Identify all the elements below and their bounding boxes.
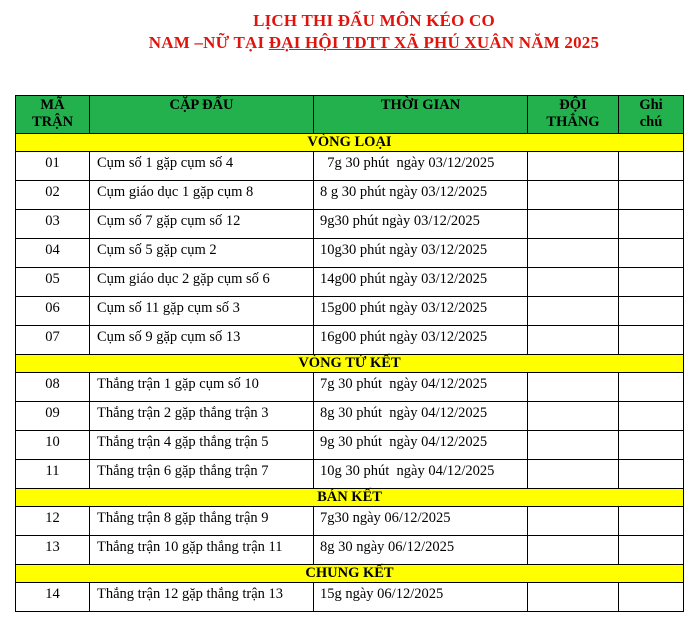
match-code-cell: 08 [16, 373, 90, 402]
match-code-cell: 04 [16, 239, 90, 268]
note-cell[interactable] [619, 181, 684, 210]
section-row [16, 355, 684, 373]
header-pair: CẶP ĐẤU [90, 96, 314, 134]
winner-cell[interactable] [528, 460, 619, 489]
note-cell[interactable] [619, 326, 684, 355]
header-winner: ĐỘI THẮNG [528, 96, 619, 134]
winner-cell[interactable] [528, 152, 619, 181]
match-time-cell: 14g00 phút ngày 03/12/2025 [314, 268, 528, 297]
section-title: VÒNG LOẠI [16, 134, 684, 152]
match-time-cell: 9g30 phút ngày 03/12/2025 [314, 210, 528, 239]
match-time-cell: 16g00 phút ngày 03/12/2025 [314, 326, 528, 355]
section-title: VÒNG TỨ KẾT [16, 355, 684, 373]
table-row [16, 460, 684, 489]
title-line-2 [0, 32, 694, 54]
winner-cell[interactable] [528, 181, 619, 210]
match-pair-cell: Thắng trận 10 gặp thắng trận 11 [90, 536, 314, 565]
match-code-cell: 12 [16, 507, 90, 536]
note-cell[interactable] [619, 297, 684, 326]
winner-cell[interactable] [528, 583, 619, 612]
match-pair-cell: Thắng trận 4 gặp thắng trận 5 [90, 431, 314, 460]
winner-cell[interactable] [528, 507, 619, 536]
title-line-2-suffix: ÂN NĂM 2025 [489, 33, 600, 52]
note-cell[interactable] [619, 373, 684, 402]
match-code-cell: 13 [16, 536, 90, 565]
match-time-cell: 8g 30 ngày 06/12/2025 [314, 536, 528, 565]
table-row [16, 583, 684, 612]
match-time-cell: 8g 30 phút ngày 04/12/2025 [314, 402, 528, 431]
title-line-1: LỊCH THI ĐẤU MÔN KÉO CO [253, 11, 495, 30]
document-title [0, 10, 694, 54]
match-code-cell: 10 [16, 431, 90, 460]
winner-cell[interactable] [528, 536, 619, 565]
winner-cell[interactable] [528, 373, 619, 402]
note-cell[interactable] [619, 402, 684, 431]
section-row [16, 134, 684, 152]
match-pair-cell: Thắng trận 12 gặp thắng trận 13 [90, 583, 314, 612]
match-pair-cell: Cụm số 5 gặp cụm 2 [90, 239, 314, 268]
match-time-cell: 7g 30 phút ngày 03/12/2025 [314, 152, 528, 181]
section-row [16, 565, 684, 583]
title-line-2-underlined: ĐẠI HỘI TDTT XÃ PHÚ XU [268, 33, 490, 52]
match-code-cell: 07 [16, 326, 90, 355]
match-code-cell: 09 [16, 402, 90, 431]
match-pair-cell: Cụm số 1 gặp cụm số 4 [90, 152, 314, 181]
table-row [16, 181, 684, 210]
title-line-2-prefix: NAM –NỮ TẠI [148, 33, 269, 52]
table-row [16, 507, 684, 536]
note-cell[interactable] [619, 460, 684, 489]
match-pair-cell: Cụm giáo dục 2 gặp cụm số 6 [90, 268, 314, 297]
header-time: THỜI GIAN [314, 96, 528, 134]
table-row [16, 268, 684, 297]
note-cell[interactable] [619, 152, 684, 181]
match-pair-cell: Thắng trận 1 gặp cụm số 10 [90, 373, 314, 402]
match-code-cell: 05 [16, 268, 90, 297]
match-time-cell: 8 g 30 phút ngày 03/12/2025 [314, 181, 528, 210]
note-cell[interactable] [619, 268, 684, 297]
match-time-cell: 7g30 ngày 06/12/2025 [314, 507, 528, 536]
winner-cell[interactable] [528, 210, 619, 239]
section-row [16, 489, 684, 507]
note-cell[interactable] [619, 536, 684, 565]
match-code-cell: 01 [16, 152, 90, 181]
match-pair-cell: Cụm số 9 gặp cụm số 13 [90, 326, 314, 355]
header-match-code: MÃ TRẬN [16, 96, 90, 134]
winner-cell[interactable] [528, 326, 619, 355]
match-code-cell: 06 [16, 297, 90, 326]
match-code-cell: 02 [16, 181, 90, 210]
winner-cell[interactable] [528, 297, 619, 326]
match-pair-cell: Thắng trận 8 gặp thắng trận 9 [90, 507, 314, 536]
table-row [16, 239, 684, 268]
match-time-cell: 10g30 phút ngày 03/12/2025 [314, 239, 528, 268]
winner-cell[interactable] [528, 402, 619, 431]
match-pair-cell: Cụm số 11 gặp cụm số 3 [90, 297, 314, 326]
match-schedule-table [15, 95, 684, 612]
section-title: CHUNG KẾT [16, 565, 684, 583]
table-row [16, 431, 684, 460]
table-row [16, 373, 684, 402]
note-cell[interactable] [619, 507, 684, 536]
winner-cell[interactable] [528, 268, 619, 297]
table-row [16, 210, 684, 239]
section-title: BÁN KẾT [16, 489, 684, 507]
note-cell[interactable] [619, 210, 684, 239]
match-time-cell: 9g 30 phút ngày 04/12/2025 [314, 431, 528, 460]
match-pair-cell: Thắng trận 2 gặp thắng trận 3 [90, 402, 314, 431]
match-code-cell: 11 [16, 460, 90, 489]
match-pair-cell: Thắng trận 6 gặp thắng trận 7 [90, 460, 314, 489]
match-time-cell: 15g00 phút ngày 03/12/2025 [314, 297, 528, 326]
match-pair-cell: Cụm số 7 gặp cụm số 12 [90, 210, 314, 239]
match-pair-cell: Cụm giáo dục 1 gặp cụm 8 [90, 181, 314, 210]
table-row [16, 297, 684, 326]
table-header-row [16, 96, 684, 134]
winner-cell[interactable] [528, 239, 619, 268]
match-time-cell: 7g 30 phút ngày 04/12/2025 [314, 373, 528, 402]
table-row [16, 152, 684, 181]
winner-cell[interactable] [528, 431, 619, 460]
note-cell[interactable] [619, 431, 684, 460]
note-cell[interactable] [619, 239, 684, 268]
match-code-cell: 14 [16, 583, 90, 612]
table-row [16, 326, 684, 355]
note-cell[interactable] [619, 583, 684, 612]
match-time-cell: 15g ngày 06/12/2025 [314, 583, 528, 612]
match-time-cell: 10g 30 phút ngày 04/12/2025 [314, 460, 528, 489]
header-note: Ghi chú [619, 96, 684, 134]
match-code-cell: 03 [16, 210, 90, 239]
table-row [16, 536, 684, 565]
table-row [16, 402, 684, 431]
